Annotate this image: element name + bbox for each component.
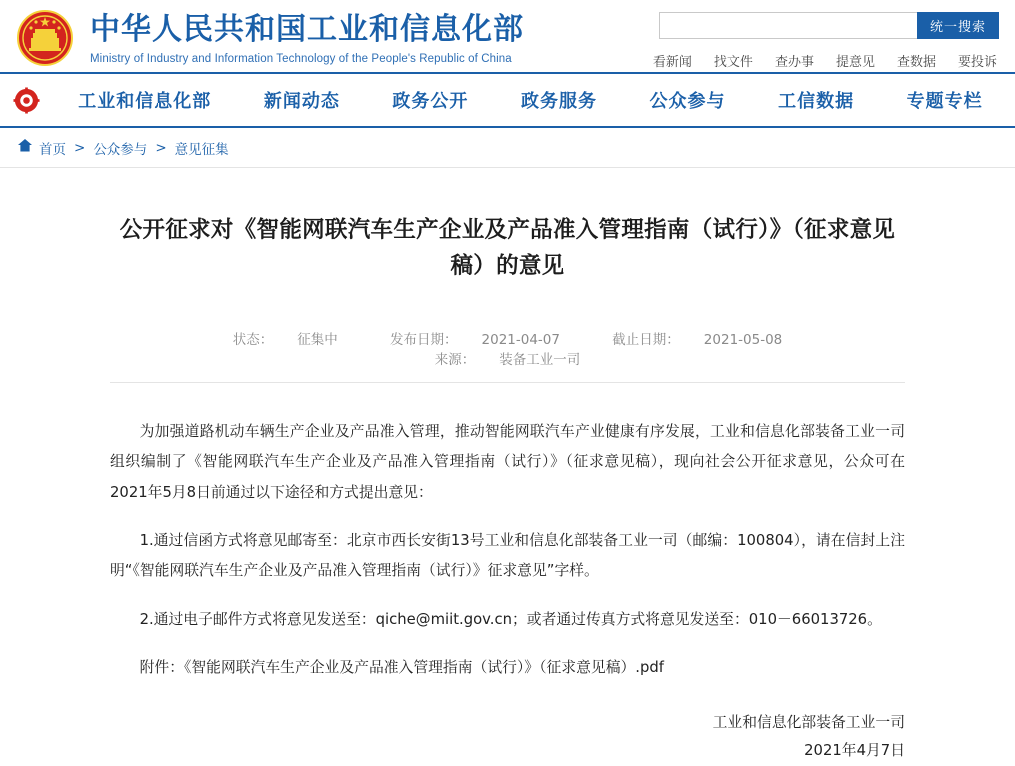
nav-logo[interactable] — [0, 87, 52, 114]
nav-item-public-participation[interactable]: 公众参与 — [649, 91, 726, 112]
quick-link-services[interactable]: 查办事 — [774, 55, 814, 70]
breadcrumb-separator: > — [155, 139, 167, 156]
article-paragraph: 1.通过信函方式将意见邮寄至：北京市西长安街13号工业和信息化部装备工业一司（邮编：100804），请在信封上注明“《智能网联汽车生产企业及产品准入管理指南（试行）》征求意见”字样。 — [110, 531, 905, 580]
nav-item-news[interactable]: 新闻动态 — [263, 91, 340, 112]
nav-item-ministry[interactable]: 工业和信息化部 — [78, 91, 212, 112]
signature-organization: 工业和信息化部装备工业一司 — [712, 714, 905, 732]
main-navigation — [0, 72, 1015, 128]
breadcrumb-item-home[interactable]: 首页 — [39, 141, 66, 158]
meta-deadline — [600, 332, 794, 348]
site-title-cn: 中华人民共和国工业和信息化部 — [90, 12, 524, 47]
search-button[interactable]: 统一搜索 — [917, 12, 999, 39]
article-attachment[interactable]: 附件：《智能网联汽车生产企业及产品准入管理指南（试行）》（征求意见稿）.pdf — [139, 658, 664, 676]
search-input[interactable] — [659, 12, 917, 39]
article — [0, 168, 1015, 766]
article-paragraph: 为加强道路机动车辆生产企业及产品准入管理，推动智能网联汽车产业健康有序发展，工业和信息化部装备工业一司组织编制了《智能网联汽车生产企业及产品准入管理指南（试行）》（征求意见稿），现向社会公开征求意见，公众可在2021年5月8日前通过以下途径和方式提出意见： — [110, 423, 905, 501]
article-body — [110, 417, 905, 683]
nav-items — [52, 87, 1015, 113]
article-paragraph: 2.通过电子邮件方式将意见发送至：qiche@miit.gov.cn；或者通过传真方式将意见发送至：010－66013726。 — [139, 610, 882, 628]
meta-publish-value: 2021-04-07 — [481, 332, 560, 348]
site-header — [0, 0, 1015, 72]
meta-publish-date — [378, 332, 572, 348]
meta-source — [423, 352, 593, 368]
article-meta — [110, 328, 905, 383]
meta-source-label: 来源： — [434, 352, 476, 368]
page-title: 公开征求对《智能网联汽车生产企业及产品准入管理指南（试行）》（征求意见稿）的意见 — [119, 217, 896, 279]
gear-icon — [13, 87, 40, 114]
national-emblem-icon — [14, 8, 76, 70]
breadcrumb-item-opinion-collection[interactable]: 意见征集 — [174, 141, 229, 158]
search-row — [659, 12, 999, 39]
breadcrumb — [0, 128, 1015, 168]
meta-source-value: 装备工业一司 — [499, 352, 581, 368]
breadcrumb-separator: > — [74, 139, 86, 156]
meta-status-value: 征集中 — [297, 332, 338, 348]
quick-link-complaint[interactable]: 要投诉 — [957, 55, 997, 70]
quick-link-feedback[interactable]: 提意见 — [835, 55, 875, 70]
article-signature — [110, 709, 905, 765]
meta-deadline-value: 2021-05-08 — [703, 332, 783, 348]
nav-item-special-topics[interactable]: 专题专栏 — [906, 91, 983, 112]
site-title-en: Ministry of Industry and Information Technology of the People's Republic of China — [90, 53, 512, 65]
meta-status — [221, 332, 350, 348]
nav-item-data[interactable]: 工信数据 — [778, 91, 855, 112]
meta-publish-label: 发布日期： — [390, 332, 458, 348]
breadcrumb-item-public-participation[interactable]: 公众参与 — [93, 141, 148, 158]
nav-item-government-affairs[interactable]: 政务公开 — [392, 91, 469, 112]
nav-item-government-services[interactable]: 政务服务 — [520, 91, 597, 112]
quick-link-documents[interactable]: 找文件 — [713, 55, 753, 70]
site-brand — [90, 8, 524, 65]
home-icon — [18, 139, 32, 156]
search-area — [652, 12, 999, 70]
quick-link-news[interactable]: 看新闻 — [652, 55, 692, 70]
signature-date: 2021年4月7日 — [804, 742, 905, 760]
quick-links — [652, 51, 999, 70]
meta-deadline-label: 截止日期： — [612, 332, 680, 348]
quick-link-data[interactable]: 查数据 — [896, 55, 936, 70]
meta-status-label: 状态： — [232, 332, 274, 348]
